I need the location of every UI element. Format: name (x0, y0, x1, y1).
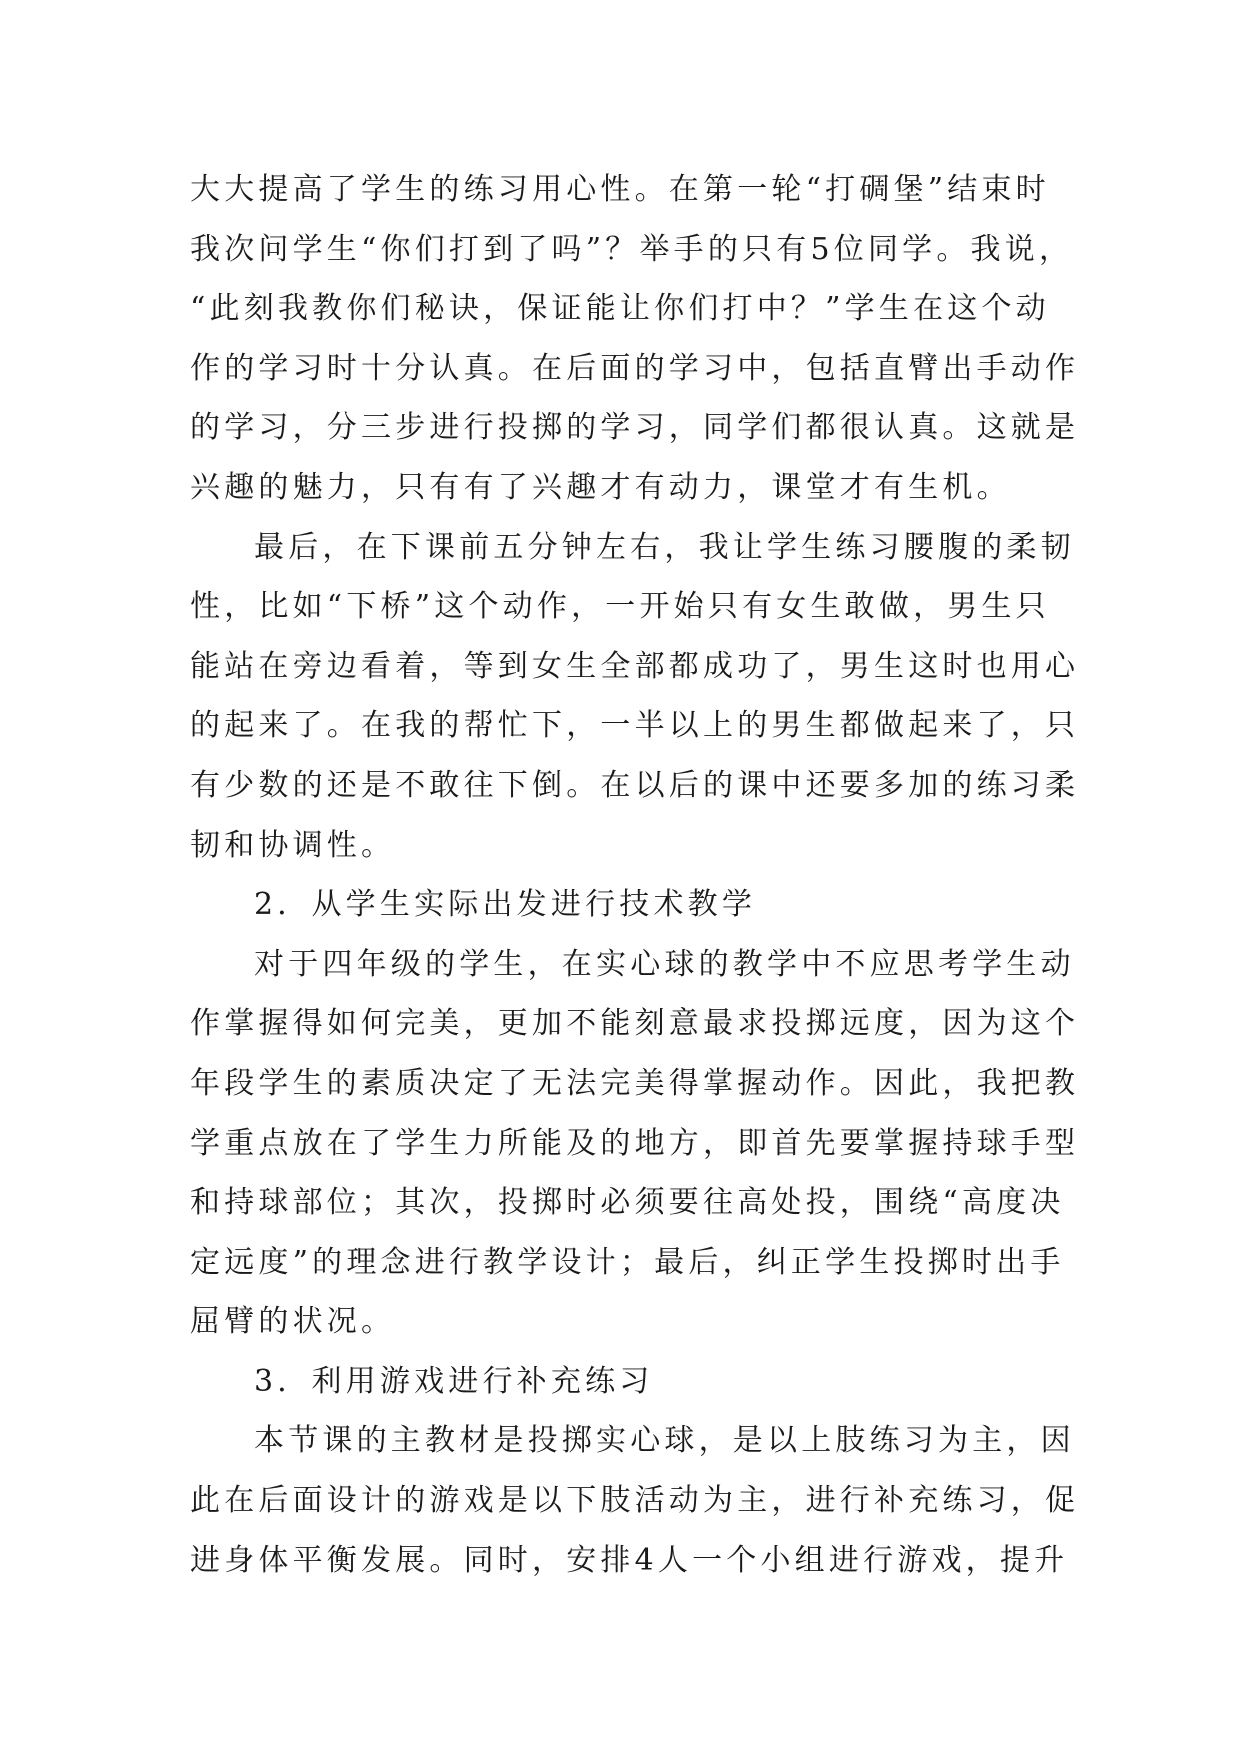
paragraph-first-line: 最后，在下课前五分钟左右，我让学生练习腰腹的柔韧 (254, 529, 1075, 565)
text-line: 此在后面设计的游戏是以下肢活动为主，进行补充练习，促 (190, 1483, 1080, 1519)
text-line: 我次问学生“你们打到了吗”？举手的只有5位同学。我说， (190, 231, 1074, 267)
text-line: 定远度”的理念进行教学设计；最后，纠正学生投掷时出手 (190, 1244, 1065, 1280)
paragraph-first-line: 本节课的主教材是投掷实心球，是以上肢练习为主，因 (254, 1423, 1075, 1459)
text-line: 作的学习时十分认真。在后面的学习中，包括直臂出手动作 (190, 350, 1080, 386)
text-line: 作掌握得如何完美，更加不能刻意最求投掷远度，因为这个 (190, 1006, 1080, 1042)
body-text (190, 160, 1080, 1590)
text-line: 和持球部位；其次，投掷时必须要往高处投，围绕“高度决 (190, 1185, 1065, 1221)
text-line: 学重点放在了学生力所能及的地方，即首先要掌握持球手型 (190, 1125, 1080, 1161)
text-line: 性，比如“下桥”这个动作，一开始只有女生敢做，男生只 (190, 589, 1050, 625)
text-line: 屈臂的状况。 (190, 1304, 396, 1340)
text-line: 年段学生的素质决定了无法完美得掌握动作。因此，我把教 (190, 1065, 1080, 1101)
text-line: 的学习，分三步进行投掷的学习，同学们都很认真。这就是 (190, 410, 1080, 446)
text-line: 进身体平衡发展。同时，安排4人一个小组进行游戏，提升 (190, 1542, 1069, 1578)
section-heading-2: 2．从学生实际出发进行技术教学 (254, 887, 757, 923)
text-line: 大大提高了学生的练习用心性。在第一轮“打碉堡”结束时 (190, 172, 1050, 207)
text-line: 能站在旁边看着，等到女生全部都成功了，男生这时也用心 (190, 648, 1080, 684)
text-line: 的起来了。在我的帮忙下，一半以上的男生都做起来了，只 (190, 708, 1080, 744)
paragraph-first-line: 对于四年级的学生，在实心球的教学中不应思考学生动 (254, 946, 1075, 982)
text-line: 有少数的还是不敢往下倒。在以后的课中还要多加的练习柔 (190, 767, 1080, 803)
text-line: “此刻我教你们秘诀，保证能让你们打中？”学生在这个动 (190, 291, 1050, 327)
section-heading-3: 3．利用游戏进行补充练习 (254, 1363, 654, 1399)
text-line: 兴趣的魅力，只有有了兴趣才有动力，课堂才有生机。 (190, 469, 1011, 505)
text-line: 韧和协调性。 (190, 827, 396, 863)
